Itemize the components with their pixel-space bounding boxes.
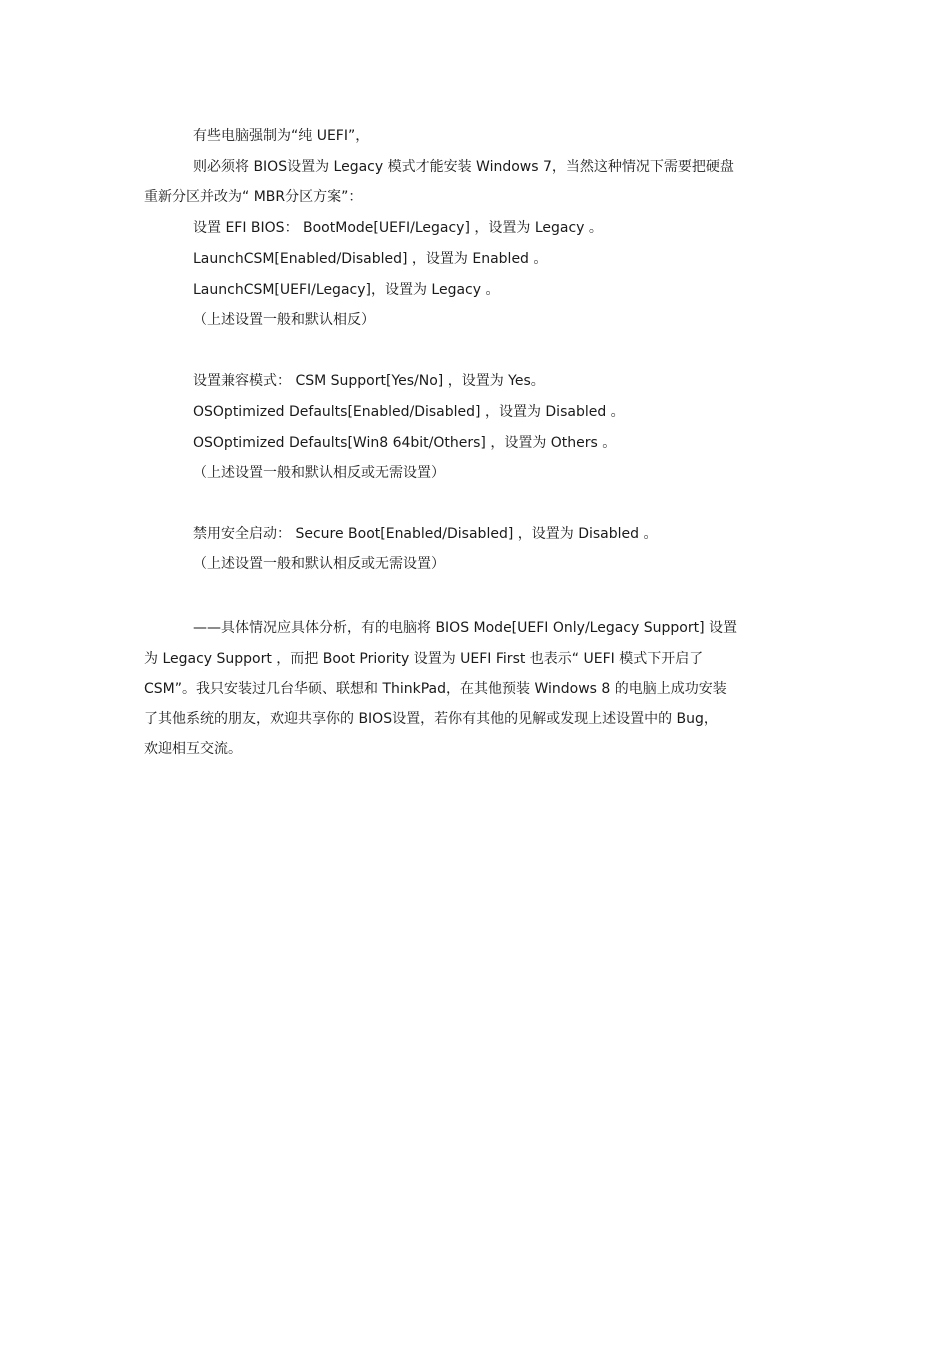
setting-line: LaunchCSM[UEFI/Legacy]，设置为 Legacy 。 — [193, 282, 500, 298]
setting-line: OSOptimized Defaults[Win8 64bit/Others] ，设置为 Others 。 — [193, 435, 617, 451]
note-line: （上述设置一般和默认相反或无需设置） — [193, 556, 445, 572]
setting-line: OSOptimized Defaults[Enabled/Disabled] ，设置为 Disabled 。 — [193, 404, 625, 420]
setting-line: LaunchCSM[Enabled/Disabled] ，设置为 Enabled 。 — [193, 251, 548, 267]
setting-line: 禁用安全启动： Secure Boot[Enabled/Disabled] ，设置为 Disabled 。 — [193, 526, 658, 542]
paragraph-line: 为 Legacy Support ，而把 Boot Priority 设置为 UEFI First 也表示“ UEFI 模式下开启了 — [144, 651, 704, 667]
paragraph-line: 有些电脑强制为“纯 UEFI”， — [193, 128, 370, 144]
paragraph-line: 重新分区并改为“ MBR分区方案”： — [144, 189, 363, 205]
note-line: （上述设置一般和默认相反或无需设置） — [193, 465, 445, 481]
paragraph-line: CSM”。我只安装过几台华硕、联想和 ThinkPad，在其他预装 Windows 8 的电脑上成功安装 — [144, 681, 727, 697]
paragraph-line: ——具体情况应具体分析，有的电脑将 BIOS Mode[UEFI Only/Legacy Support] 设置 — [193, 620, 737, 636]
note-line: （上述设置一般和默认相反） — [193, 312, 375, 328]
paragraph-line: 欢迎相互交流。 — [144, 741, 242, 757]
paragraph-line: 则必须将 BIOS设置为 Legacy 模式才能安装 Windows 7，当然这种情况下需要把硬盘 — [193, 159, 734, 175]
setting-line: 设置 EFI BIOS： BootMode[UEFI/Legacy] ，设置为 Legacy 。 — [193, 220, 603, 236]
setting-line: 设置兼容模式： CSM Support[Yes/No] ，设置为 Yes。 — [193, 373, 545, 389]
paragraph-line: 了其他系统的朋友，欢迎共享你的 BIOS设置，若你有其他的见解或发现上述设置中的 Bug， — [144, 711, 718, 727]
